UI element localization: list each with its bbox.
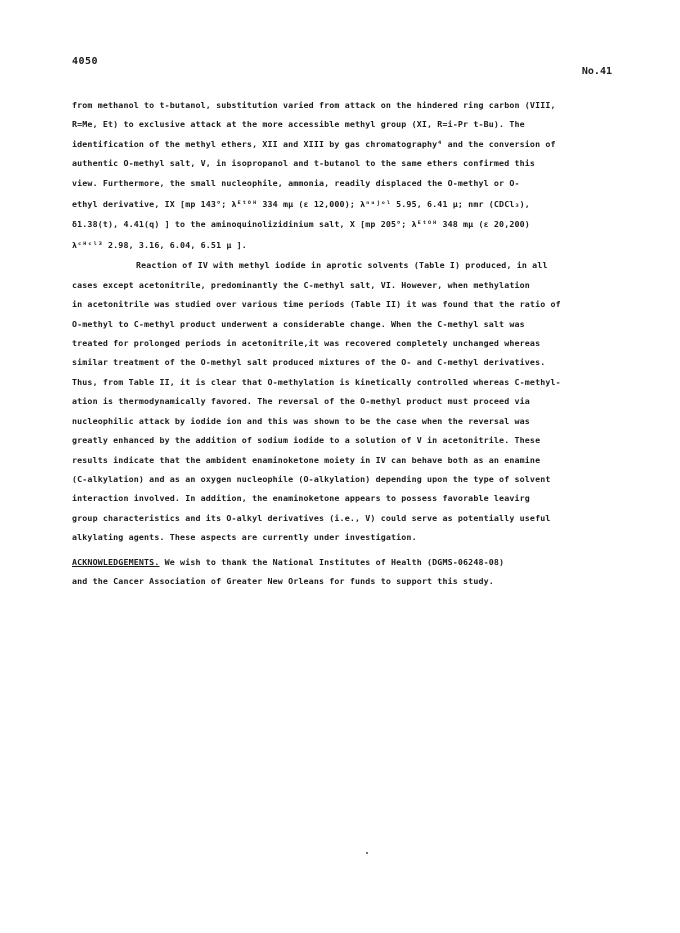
text-line: interaction involved. In addition, the enaminoketone appears to possess favorable leavirg <box>72 493 530 504</box>
text-line: from methanol to t-butanol, substitution varied from attack on the hindered ring carbon (VIII, <box>72 100 556 110</box>
text-line: identification of the methyl ethers, XII and XIII by gas chromatography⁴ and the conversion of <box>72 138 556 149</box>
text-line: ethyl derivative, IX [mp 143°; λᴱᵗᴼᴴ 334 mμ (ε 12,000); λⁿᵘʲᵒˡ 5.95, 6.41 μ; nmr (CDCl₃), <box>72 199 530 210</box>
page-number: 4050 <box>72 56 99 67</box>
text-line: (C-alkylation) and as an oxygen nucleophile (O-alkylation) depending upon the type of solvent <box>72 473 551 484</box>
text-line: δ1.38(t), 4.41(q) ] to the aminoquinolizidinium salt, X [mp 205°; λᴱᵗᴼᴴ 348 mμ (ε 20,200) <box>72 219 530 230</box>
text-line: results indicate that the ambident enaminoketone moiety in IV can behave both as an enamine <box>72 454 541 465</box>
issue-number: No.41 <box>581 66 612 77</box>
text-line: treated for prolonged periods in acetonitrile,it was recovered completely unchanged whereas <box>72 338 541 349</box>
text-line: alkylating agents. These aspects are currently under investigation. <box>72 532 417 543</box>
acknowledgements <box>72 553 620 592</box>
acknowledgements-heading: ACKNOWLEDGEMENTS. <box>72 556 160 567</box>
text-line: Reaction of IV with methyl iodide in aprotic solvents (Table I) produced, in all <box>136 260 548 271</box>
text-line: λᶜᴴᶜˡ³ 2.98, 3.16, 6.04, 6.51 μ ]. <box>72 240 247 251</box>
text-line: view. Furthermore, the small nucleophile, ammonia, readily displaced the O-methyl or O- <box>72 177 520 188</box>
acknowledgements-text: We wish to thank the National Institutes of Health (DGMS-06248-08) <box>159 556 505 567</box>
text-line: similar treatment of the O-methyl salt produced mixtures of the O- and C-methyl derivatives. <box>72 357 546 368</box>
article-body <box>72 96 620 591</box>
text-line: R=Me, Et) to exclusive attack at the more accessible methyl group (XI, R=i-Pr t-Bu). The <box>72 119 525 130</box>
text-line: Thus, from Table II, it is clear that O-methylation is kinetically controlled whereas C-methyl- <box>72 376 561 387</box>
text-line: in acetonitrile was studied over various time periods (Table II) it was found that the ratio of <box>72 299 561 310</box>
page-speck <box>366 852 368 854</box>
paragraph-2 <box>72 256 620 547</box>
text-line: authentic O-methyl salt, V, in isopropanol and t-butanol to the same ethers confirmed this <box>72 158 536 169</box>
text-line: cases except acetonitrile, predominantly the C-methyl salt, VI. However, when methylation <box>72 279 530 290</box>
text-line: ation is thermodynamically favored. The reversal of the O-methyl product must proceed via <box>72 396 530 407</box>
text-line: group characteristics and its O-alkyl derivatives (i.e., V) could serve as potentially useful <box>72 512 551 523</box>
text-line: and the Cancer Association of Greater New Orleans for funds to support this study. <box>72 575 494 586</box>
paragraph-1 <box>72 96 620 256</box>
text-line: O-methyl to C-methyl product underwent a considerable change. When the C-methyl salt was <box>72 318 525 329</box>
text-line: greatly enhanced by the addition of sodium iodide to a solution of V in acetonitrile. These <box>72 435 541 446</box>
text-line: nucleophilic attack by iodide ion and this was shown to be the case when the reversal was <box>72 415 530 426</box>
